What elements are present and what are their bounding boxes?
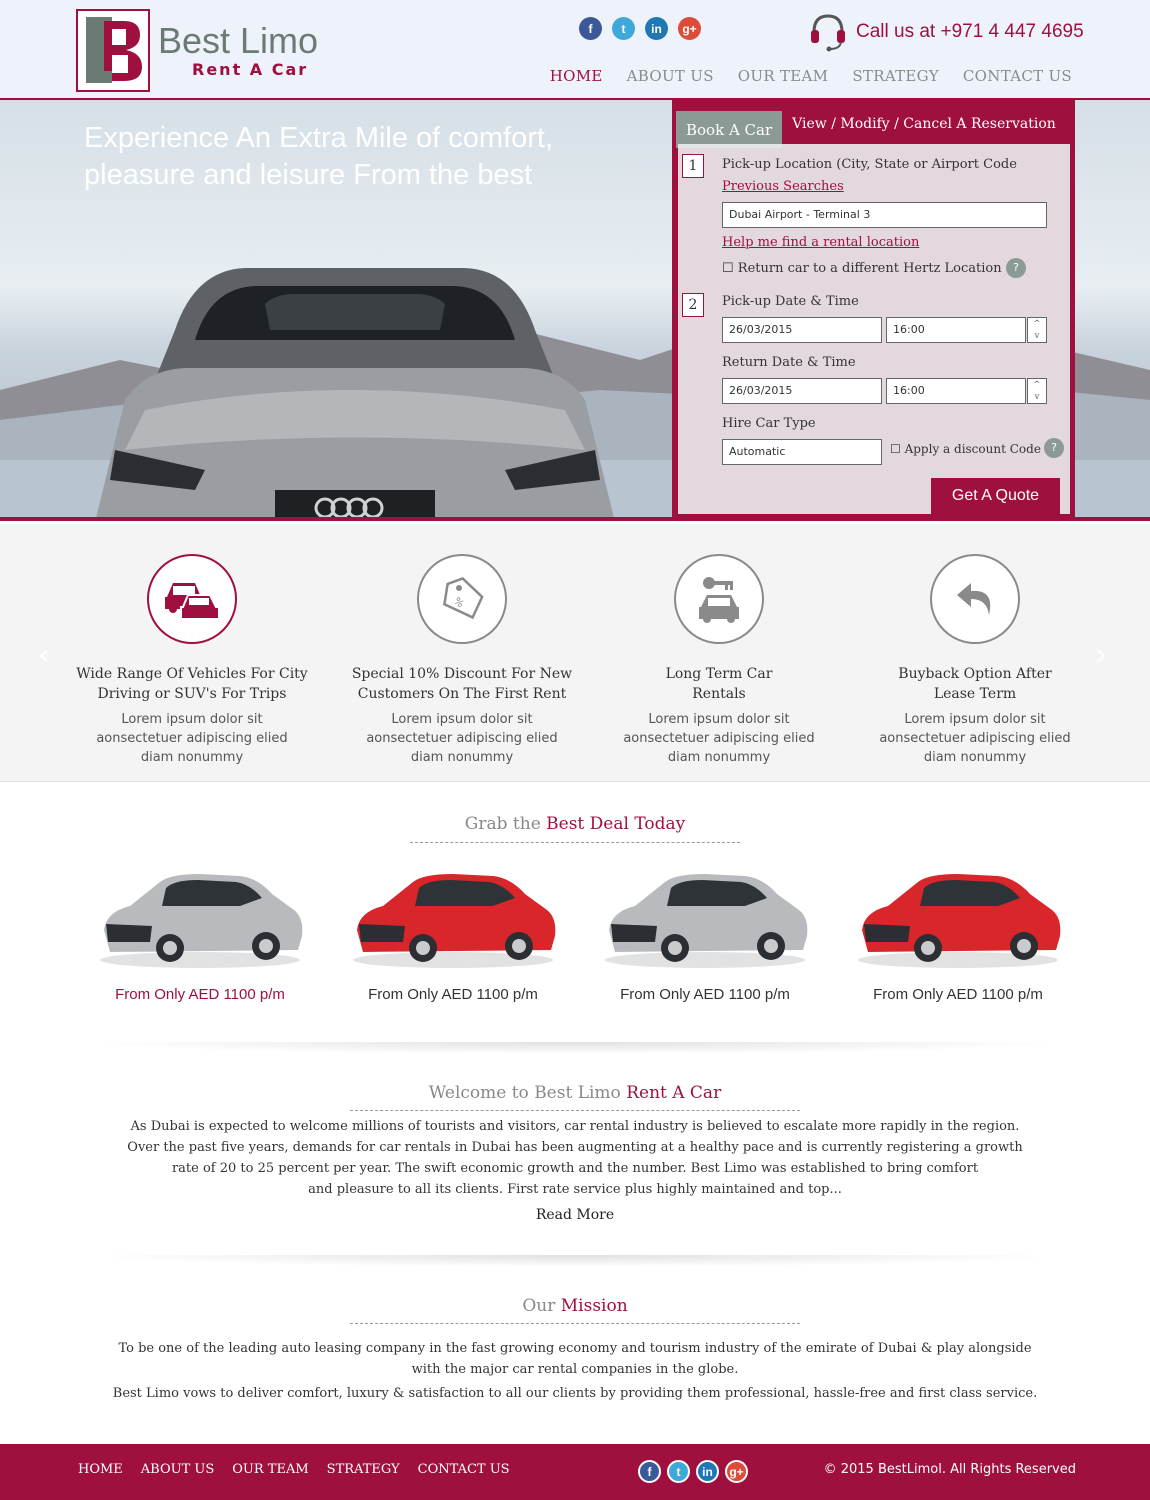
help-icon[interactable]: ? (1006, 258, 1026, 278)
car-image (343, 860, 563, 970)
feature-card (599, 554, 839, 767)
return-date-input[interactable]: 26/03/2015 (722, 378, 882, 404)
pickup-datetime-label: Pick-up Date & Time (722, 294, 859, 309)
pickup-time-stepper[interactable]: ^ v (1027, 317, 1047, 343)
logo-mark-icon (76, 9, 150, 92)
twitter-icon[interactable]: t (612, 17, 635, 40)
discount-label: Apply a discount Code (904, 442, 1041, 456)
site-footer (0, 1444, 1150, 1500)
phone-number[interactable]: Call us at +971 4 447 4695 (856, 21, 1084, 42)
footer-nav (78, 1462, 510, 1477)
tab-book-a-car[interactable]: Book A Car (676, 111, 782, 148)
feature-description: Lorem ipsum dolor sit aonsectetuer adipiscing elied diam nonummy (96, 712, 288, 765)
footer-nav-about-us[interactable]: ABOUT US (140, 1462, 215, 1477)
car-type-label: Hire Car Type (722, 416, 816, 431)
deal-card[interactable] (843, 860, 1073, 1003)
get-quote-button[interactable]: Get A Quote (931, 478, 1060, 514)
car-image (848, 860, 1068, 970)
car-key-icon (674, 554, 764, 644)
deal-price: From Only AED 1100 p/m (368, 986, 538, 1003)
feature-title: Buyback Option After Lease Term (898, 666, 1052, 702)
feature-title: Long Term Car Rentals (665, 666, 773, 702)
welcome-text: As Dubai is expected to welcome millions of tourists and visitors, car rental industry is believed to escalate more rapidly in the region. Over the past five years, demands for car rentals in Dubai has been augmenting at a healthy pace and is currently registering a growth rate of 20 to 25 percent per year. The swift economic growth and the number. Best Limo was established to bring comfort and pleasure to all its clients. First rate service plus highly maintained and top... (127, 1119, 1023, 1197)
footer-nav-strategy[interactable]: STRATEGY (326, 1462, 400, 1477)
footer-nav-contact-us[interactable]: CONTACT US (417, 1462, 510, 1477)
footer-social-links (638, 1460, 748, 1483)
deal-card[interactable] (85, 860, 315, 1003)
car-type-select[interactable]: Automatic (722, 439, 882, 465)
carousel-next-icon[interactable]: › (1096, 638, 1108, 671)
deal-price: From Only AED 1100 p/m (115, 986, 285, 1003)
section-separator (80, 1042, 1070, 1054)
brand-logo[interactable] (76, 9, 318, 92)
pickup-time-input[interactable]: 16:00 (886, 317, 1026, 343)
twitter-icon[interactable]: t (667, 1460, 690, 1483)
google-plus-icon[interactable]: g+ (678, 17, 701, 40)
feature-description: Lorem ipsum dolor sit aonsectetuer adipiscing elied diam nonummy (366, 712, 558, 765)
discount-tag-icon (417, 554, 507, 644)
deal-card[interactable] (338, 860, 568, 1003)
facebook-icon[interactable]: f (638, 1460, 661, 1483)
return-arrow-icon (930, 554, 1020, 644)
booking-tabs (676, 104, 1071, 144)
cars-icon (147, 554, 237, 644)
footer-nav-home[interactable]: HOME (78, 1462, 123, 1477)
copyright: © 2015 BestLimol. All Rights Reserved (823, 1462, 1076, 1477)
hero-headline: Experience An Extra Mile of comfort, pleasure and leisure From the best (84, 122, 554, 191)
feature-title: Wide Range Of Vehicles For City Driving or SUV's For Trips (76, 666, 308, 702)
return-time-stepper[interactable]: ^ v (1027, 378, 1047, 404)
deals-heading: Grab the Best Deal Today (464, 814, 686, 834)
feature-description: Lorem ipsum dolor sit aonsectetuer adipiscing elied diam nonummy (623, 712, 815, 765)
headset-icon (810, 12, 846, 52)
pickup-location-input[interactable]: Dubai Airport - Terminal 3 (722, 202, 1047, 228)
call-us (810, 12, 1084, 52)
booking-panel (672, 100, 1075, 520)
pickup-date-input[interactable]: 26/03/2015 (722, 317, 882, 343)
nav-contact-us[interactable]: CONTACT US (962, 67, 1072, 85)
linkedin-icon[interactable]: in (645, 17, 668, 40)
header-social-links (579, 17, 701, 40)
divider (350, 1323, 800, 1324)
deal-price: From Only AED 1100 p/m (620, 986, 790, 1003)
feature-card (342, 554, 582, 767)
find-location-link[interactable]: Help me find a rental location (722, 235, 920, 250)
car-image (595, 860, 815, 970)
pickup-location-label: Pick-up Location (City, State or Airport Code (722, 157, 1017, 172)
linkedin-icon[interactable]: in (696, 1460, 719, 1483)
main-nav (550, 67, 1072, 85)
previous-searches-link[interactable]: Previous Searches (722, 179, 844, 194)
google-plus-icon[interactable]: g+ (725, 1460, 748, 1483)
nav-about-us[interactable]: ABOUT US (626, 67, 714, 85)
nav-our-team[interactable]: OUR TEAM (737, 67, 829, 85)
car-front-image (85, 250, 625, 521)
feature-card (72, 554, 312, 767)
divider (410, 842, 740, 843)
help-icon[interactable]: ? (1044, 438, 1064, 458)
feature-card (855, 554, 1095, 767)
brand-subtitle: Rent A Car (192, 60, 309, 79)
welcome-heading: Welcome to Best Limo Rent A Car (428, 1083, 722, 1103)
mission-text: To be one of the leading auto leasing company in the fast growing economy and tourism industry of the emirate of Dubai & play alongside with the major car rental companies in the globe. Best Limo vows to deliver comfort, luxury & satisfaction to all our clients by providing them professional, hassle-free and first class service. (112, 1341, 1038, 1401)
discount-checkbox[interactable]: ☐ Apply a discount Code (890, 442, 1041, 456)
read-more-link[interactable]: Read More (535, 1207, 615, 1223)
facebook-icon[interactable]: f (579, 17, 602, 40)
section-separator (80, 1255, 1070, 1267)
deal-price: From Only AED 1100 p/m (873, 986, 1043, 1003)
footer-nav-our-team[interactable]: OUR TEAM (232, 1462, 309, 1477)
divider (350, 1110, 800, 1111)
site-header (0, 0, 1150, 100)
svg-text:%: % (451, 595, 466, 611)
carousel-prev-icon[interactable]: ‹ (38, 638, 50, 671)
return-datetime-label: Return Date & Time (722, 355, 856, 370)
return-different-checkbox[interactable]: ☐ Return car to a different Hertz Location (722, 261, 1002, 276)
mission-heading: Our Mission (522, 1296, 628, 1316)
return-time-input[interactable]: 16:00 (886, 378, 1026, 404)
nav-home[interactable]: HOME (549, 67, 603, 85)
step-number: 1 (682, 154, 704, 178)
nav-strategy[interactable]: STRATEGY (852, 67, 939, 85)
car-image (90, 860, 310, 970)
return-different-label: Return car to a different Hertz Location (737, 261, 1002, 276)
feature-description: Lorem ipsum dolor sit aonsectetuer adipiscing elied diam nonummy (879, 712, 1071, 765)
booking-form (678, 144, 1070, 514)
tab-modify-reservation[interactable]: View / Modify / Cancel A Reservation (792, 116, 1056, 132)
features-carousel (0, 524, 1150, 782)
step-number: 2 (682, 293, 704, 317)
deal-card[interactable] (590, 860, 820, 1003)
brand-title: Best Limo (158, 20, 319, 61)
feature-title: Special 10% Discount For New Customers On The First Rent (351, 666, 573, 702)
